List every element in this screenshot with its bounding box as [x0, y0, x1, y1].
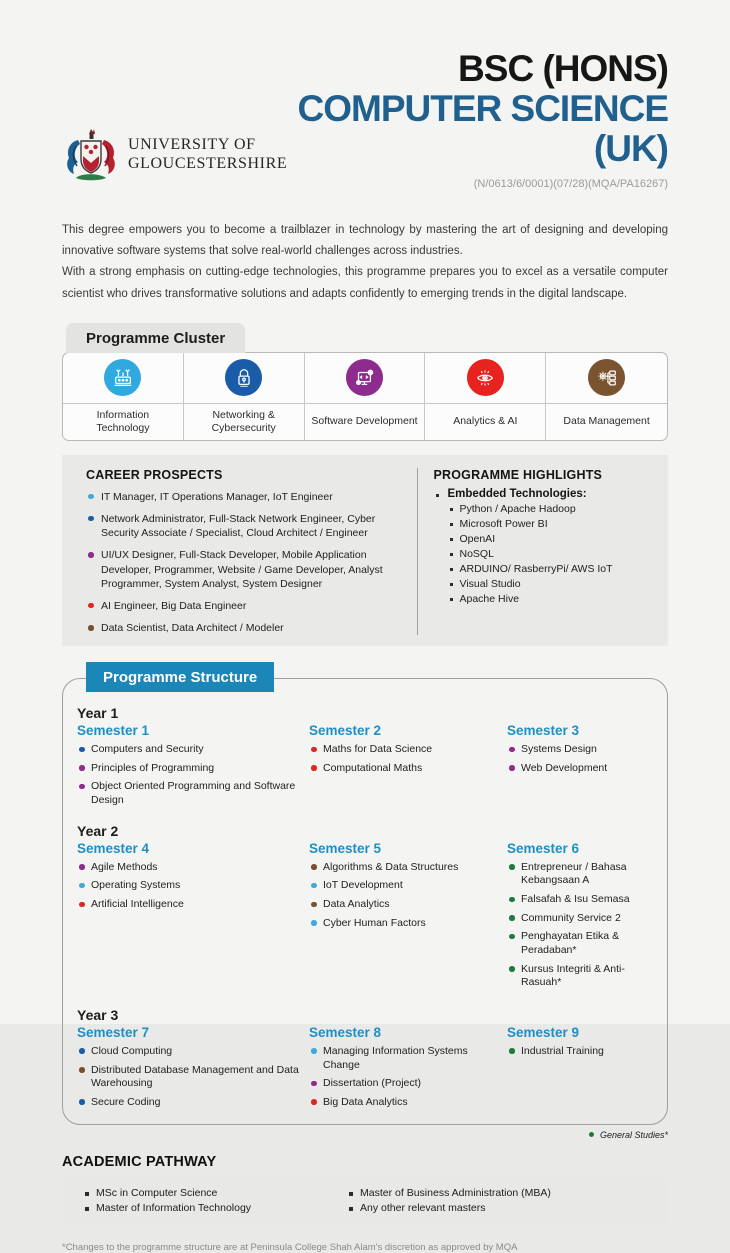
bullet-dot	[79, 883, 85, 889]
university-name-line1: UNIVERSITY OF	[128, 135, 256, 153]
course-item: Systems Design	[507, 743, 649, 757]
bullet-dot	[509, 966, 515, 972]
university-name	[128, 136, 287, 174]
bullet-dot	[589, 1132, 594, 1137]
semester-name: Semester 8	[309, 1024, 382, 1040]
pathway-item: MSc in Computer Science	[84, 1187, 348, 1199]
semester-column	[507, 723, 649, 813]
bullet-dot	[79, 902, 85, 908]
bullet-dot	[311, 1081, 317, 1087]
course-item: Computational Maths	[309, 762, 501, 776]
career-item-text: IT Manager, IT Operations Manager, IoT Engineer	[101, 490, 333, 503]
highlights-subtitle: Embedded Technologies:	[434, 488, 655, 500]
padlock-icon	[225, 359, 262, 396]
cluster-label: Information Technology	[63, 403, 183, 440]
bullet-dot	[79, 864, 85, 870]
year1-semesters	[77, 723, 649, 813]
university-crest-icon	[62, 126, 118, 184]
semester-name: Semester 7	[77, 1024, 150, 1040]
course-item: IoT Development	[309, 879, 501, 893]
bullet-dot	[311, 1048, 317, 1054]
bullet-square	[450, 568, 454, 572]
university-name-line2: GLOUCESTERSHIRE	[128, 154, 288, 172]
bullet-dot	[311, 864, 317, 870]
programme-structure-section	[62, 662, 668, 1140]
cluster-label: Data Management	[546, 403, 667, 440]
bullet-dot	[311, 883, 317, 889]
career-item-text: Network Administrator, Full-Stack Network Engineer, Cyber Security Associate / Specialist, Cloud Architect / Engineer	[101, 512, 376, 540]
course-item: Entrepreneur / Bahasa Kebangsaan A	[507, 861, 649, 888]
course-item: Algorithms & Data Structures	[309, 861, 501, 875]
bullet-dot	[311, 765, 317, 771]
highlight-item: Microsoft Power BI	[448, 518, 655, 530]
course-item: Big Data Analytics	[309, 1096, 501, 1110]
career-prospects	[62, 468, 417, 635]
bullet-dot	[311, 747, 317, 753]
bullet-square	[349, 1192, 353, 1196]
career-item-text: Data Scientist, Data Architect / Modeler	[101, 622, 284, 635]
course-item: Agile Methods	[77, 861, 303, 875]
career-item-text: AI Engineer, Big Data Engineer	[101, 599, 247, 612]
programme-cluster-section	[62, 323, 668, 441]
it-network-icon	[104, 359, 141, 396]
bullet-dot	[311, 920, 317, 926]
cluster-label: Analytics & AI	[425, 403, 545, 440]
semester-column	[309, 841, 501, 995]
bullet-square	[450, 598, 454, 602]
programme-highlights-title: PROGRAMME HIGHLIGHTS	[433, 467, 603, 482]
semester-column	[77, 1025, 303, 1115]
semester-name: Semester 5	[309, 840, 382, 856]
year2-semesters	[77, 841, 649, 995]
bullet-dot	[79, 784, 85, 790]
bullet-dot	[79, 1099, 85, 1105]
career-item-text: UI/UX Designer, Full-Stack Developer, Mobile Application Developer, Programmer, Website / Game Developer, Analyst Programmer, System Analyst, System Designer	[101, 549, 383, 590]
monitor-gear-icon	[346, 359, 383, 396]
highlight-item: Apache Hive	[448, 593, 655, 605]
bullet-dot	[509, 765, 515, 771]
semester-column	[507, 841, 649, 995]
bullet-dot	[88, 494, 94, 500]
degree-title-block	[287, 50, 668, 190]
semester-name: Semester 6	[507, 840, 580, 856]
bullet-dot	[509, 747, 515, 753]
bullet-dot	[311, 902, 317, 908]
highlight-item: NoSQL	[448, 548, 655, 560]
bullet-dot	[509, 934, 515, 940]
course-item: Operating Systems	[77, 879, 303, 893]
course-item: Web Development	[507, 762, 649, 776]
bullet-square	[450, 538, 454, 542]
course-item: Maths for Data Science	[309, 743, 501, 757]
bullet-square	[349, 1207, 353, 1211]
university-logo	[62, 126, 287, 184]
academic-pathway-box	[62, 1178, 668, 1224]
semester-name: Semester 4	[77, 840, 150, 856]
cluster-label: Networking & Cybersecurity	[184, 403, 304, 440]
academic-pathway-section	[62, 1154, 668, 1224]
bullet-dot	[79, 1067, 85, 1073]
highlight-item: ARDUINO/ RasberryPi/ AWS IoT	[448, 563, 655, 575]
course-item: Industrial Training	[507, 1045, 649, 1059]
cluster-cell-networking-cybersecurity	[184, 353, 305, 440]
course-item: Distributed Database Management and Data Warehousing	[77, 1064, 303, 1091]
bullet-dot	[509, 897, 515, 903]
bullet-dot	[88, 552, 94, 558]
academic-pathway-title: ACADEMIC PATHWAY	[62, 1154, 217, 1171]
bullet-dot	[79, 765, 85, 771]
degree-title-line1: BSC (HONS)	[458, 48, 668, 89]
career-item	[86, 548, 403, 591]
cluster-cell-software-development	[305, 353, 426, 440]
course-item: Principles of Programming	[77, 762, 303, 776]
career-item	[86, 512, 403, 540]
course-item: Community Service 2	[507, 912, 649, 926]
semester-column	[507, 1025, 649, 1115]
course-item: Falsafah & Isu Semasa	[507, 893, 649, 907]
bullet-square	[436, 494, 440, 498]
programme-highlights	[417, 468, 669, 635]
semester-column	[77, 723, 303, 813]
course-item: Dissertation (Project)	[309, 1077, 501, 1091]
intro-paragraph-1: This degree empowers you to become a trailblazer in technology by mastering the art of designing and developing innovative software systems that solve real-world challenges across industries.	[62, 223, 668, 258]
course-item: Object Oriented Programming and Software Design	[77, 780, 303, 807]
cluster-cell-data-management	[546, 353, 667, 440]
accreditation-code: (N/0613/6/0001)(07/28)(MQA/PA16267)	[473, 177, 668, 190]
semester-column	[77, 841, 303, 995]
highlight-item: Visual Studio	[448, 578, 655, 590]
year-label: Year 3	[77, 1006, 119, 1023]
footer-disclaimer: *Changes to the programme structure are at Peninsula College Shah Alam's discretion as approved by MQA	[62, 1242, 518, 1253]
bullet-square	[85, 1192, 89, 1196]
semester-name: Semester 1	[77, 723, 150, 739]
cluster-label: Software Development	[305, 403, 425, 440]
year-label: Year 2	[77, 822, 119, 839]
course-item: Penghayatan Etika & Peradaban*	[507, 930, 649, 957]
pathway-item: Master of Business Administration (MBA)	[348, 1187, 658, 1199]
career-item	[86, 490, 403, 504]
semester-name: Semester 3	[507, 723, 580, 739]
bullet-dot	[88, 516, 94, 522]
bullet-dot	[79, 747, 85, 753]
semester-column	[309, 1025, 501, 1115]
bullet-dot	[509, 915, 515, 921]
cluster-cell-information-technology	[63, 353, 184, 440]
bullet-square	[450, 523, 454, 527]
career-item	[86, 599, 403, 613]
career-item	[86, 621, 403, 635]
programme-structure-box	[62, 678, 668, 1125]
bullet-dot	[311, 1099, 317, 1105]
pathway-item: Master of Information Technology	[84, 1202, 348, 1214]
bullet-dot	[79, 1048, 85, 1054]
intro-paragraph-2: With a strong emphasis on cutting-edge technologies, this programme prepares you to excel as a versatile computer scientist who drives transformative solutions and adapts confidently to emerging trends in the digital landscape.	[62, 266, 668, 300]
cluster-cell-analytics-ai	[425, 353, 546, 440]
programme-structure-title: Programme Structure	[86, 662, 274, 692]
programme-cluster-title: Programme Cluster	[66, 323, 245, 353]
eye-icon	[467, 359, 504, 396]
programme-cluster-table	[62, 352, 668, 441]
highlight-item: OpenAI	[448, 533, 655, 545]
year3-semesters	[77, 1025, 649, 1115]
bullet-square	[85, 1207, 89, 1211]
career-prospects-title: CAREER PROSPECTS	[86, 467, 223, 482]
semester-name: Semester 9	[507, 1024, 580, 1040]
bullet-dot	[88, 625, 94, 631]
bullet-dot	[509, 864, 515, 870]
highlight-item: Python / Apache Hadoop	[448, 503, 655, 515]
course-item: Kursus Integriti & Anti-Rasuah*	[507, 963, 649, 990]
bullet-square	[450, 583, 454, 587]
bullet-dot	[88, 603, 94, 609]
course-item: Secure Coding	[77, 1096, 303, 1110]
degree-title-line2: COMPUTER SCIENCE (UK)	[297, 87, 668, 169]
course-item: Artificial Intelligence	[77, 898, 303, 912]
bullet-square	[450, 508, 454, 512]
year-label: Year 1	[77, 705, 119, 722]
intro-text	[62, 220, 668, 305]
course-item: Cloud Computing	[77, 1045, 303, 1059]
course-item: Cyber Human Factors	[309, 917, 501, 931]
pathway-item: Any other relevant masters	[348, 1202, 658, 1214]
general-studies-footnote: General Studies*	[62, 1130, 668, 1140]
semester-column	[309, 723, 501, 813]
career-highlights-box	[62, 455, 668, 646]
course-item: Computers and Security	[77, 743, 303, 757]
header	[62, 0, 668, 190]
bullet-dot	[509, 1048, 515, 1054]
semester-name: Semester 2	[309, 723, 382, 739]
bullet-square	[450, 553, 454, 557]
gears-data-icon	[588, 359, 625, 396]
course-item: Managing Information Systems Change	[309, 1045, 501, 1072]
course-item: Data Analytics	[309, 898, 501, 912]
